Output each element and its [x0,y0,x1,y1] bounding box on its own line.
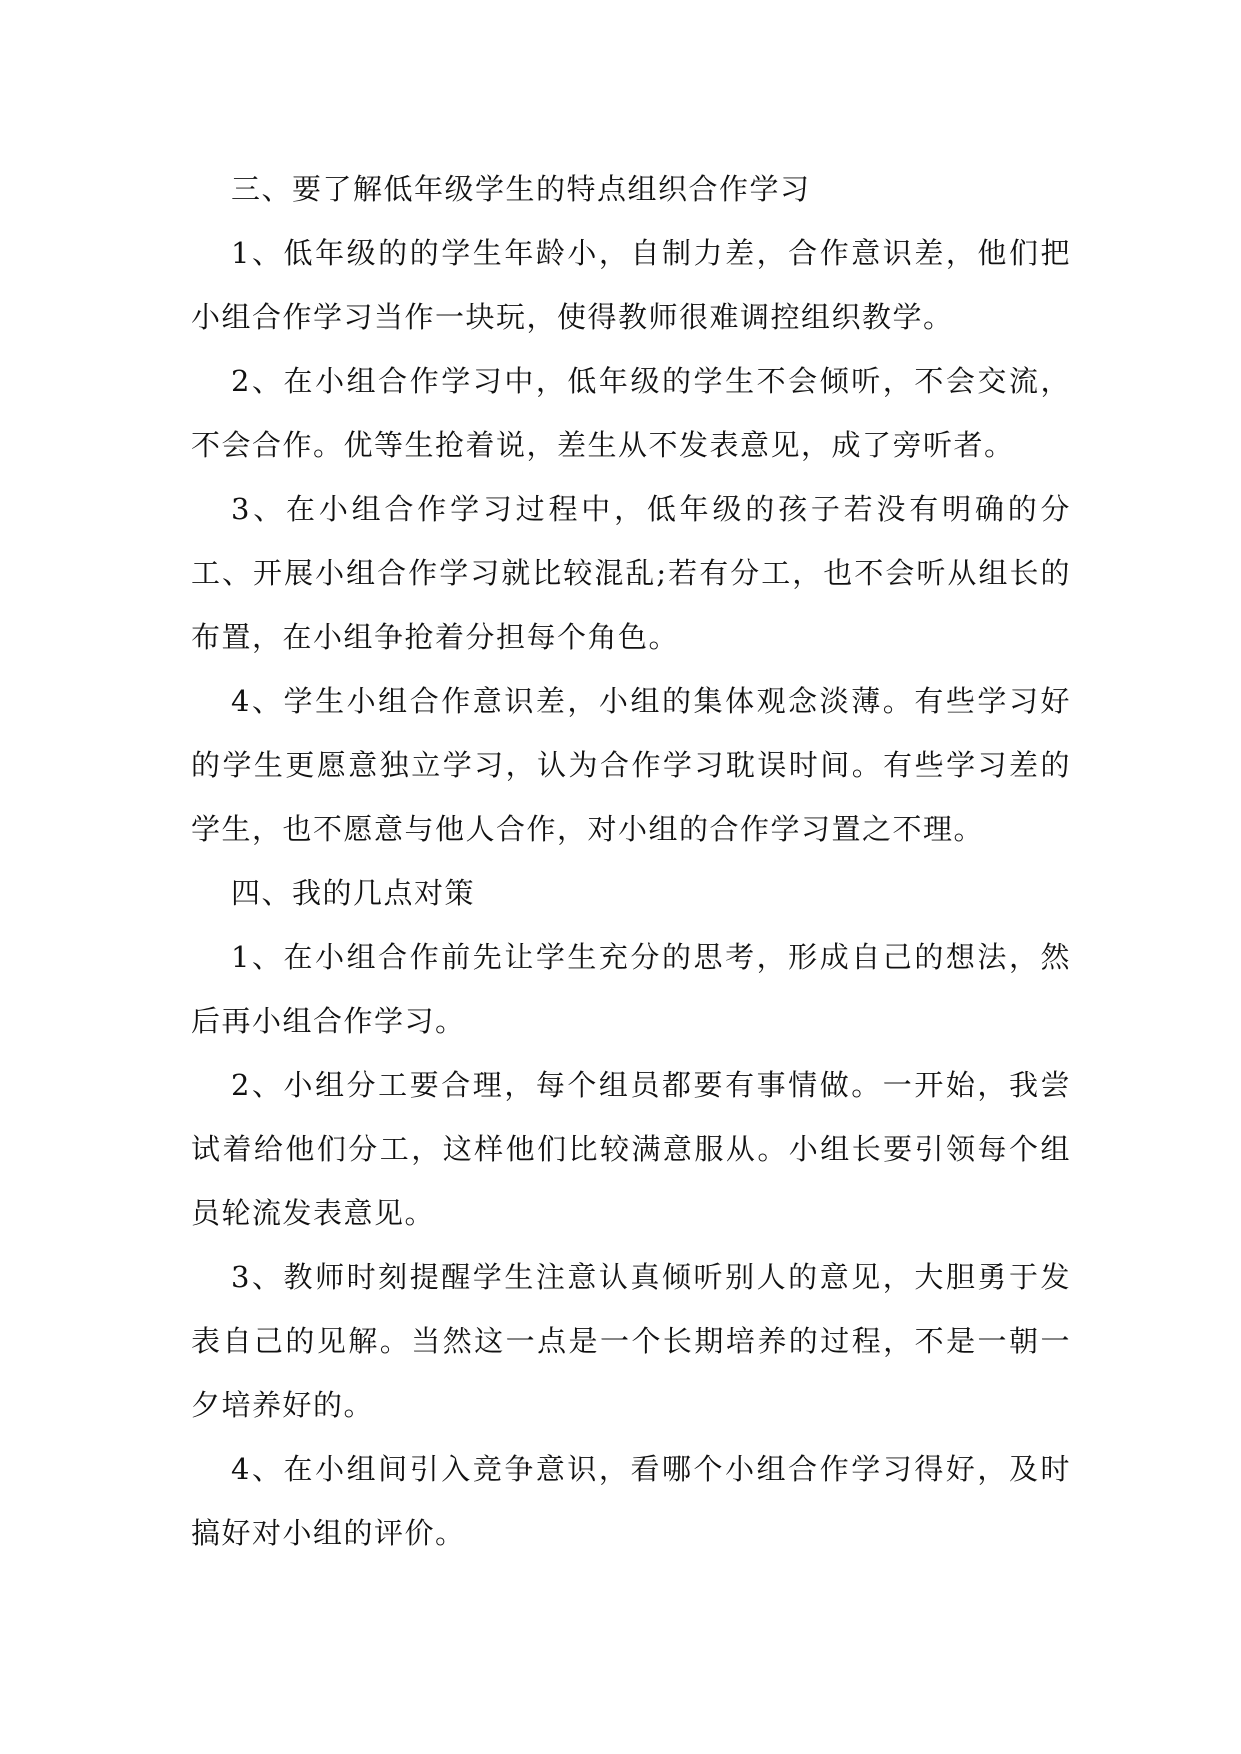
paragraph-4-2: 2、小组分工要合理，每个组员都要有事情做。一开始，我尝试着给他们分工，这样他们比较满意服从。小组长要引领每个组员轮流发表意见。 [191,1068,1071,1230]
paragraph-3-1: 1、低年级的的学生年龄小，自制力差，合作意识差，他们把小组合作学习当作一块玩，使得教师很难调控组织教学。 [191,236,1071,334]
paragraph-3-3: 3、在小组合作学习过程中，低年级的孩子若没有明确的分工、开展小组合作学习就比较混乱;若有分工，也不会听从组长的布置，在小组争抢着分担每个角色。 [191,492,1071,654]
paragraph-3-2: 2、在小组合作学习中，低年级的学生不会倾听，不会交流，不会合作。优等生抢着说，差生从不发表意见，成了旁听者。 [191,364,1071,462]
section-heading-4: 四、我的几点对策 [231,876,476,910]
paragraph-4-3: 3、教师时刻提醒学生注意认真倾听别人的意见，大胆勇于发表自己的见解。当然这一点是一个长期培养的过程，不是一朝一夕培养好的。 [191,1260,1071,1422]
section-heading-3: 三、要了解低年级学生的特点组织合作学习 [231,172,811,206]
document-body [191,157,1071,1565]
paragraph-3-4: 4、学生小组合作意识差，小组的集体观念淡薄。有些学习好的学生更愿意独立学习，认为合作学习耽误时间。有些学习差的学生，也不愿意与他人合作，对小组的合作学习置之不理。 [191,684,1071,846]
paragraph-4-1: 1、在小组合作前先让学生充分的思考，形成自己的想法，然后再小组合作学习。 [191,940,1071,1038]
paragraph-4-4: 4、在小组间引入竞争意识，看哪个小组合作学习得好，及时搞好对小组的评价。 [191,1452,1071,1550]
